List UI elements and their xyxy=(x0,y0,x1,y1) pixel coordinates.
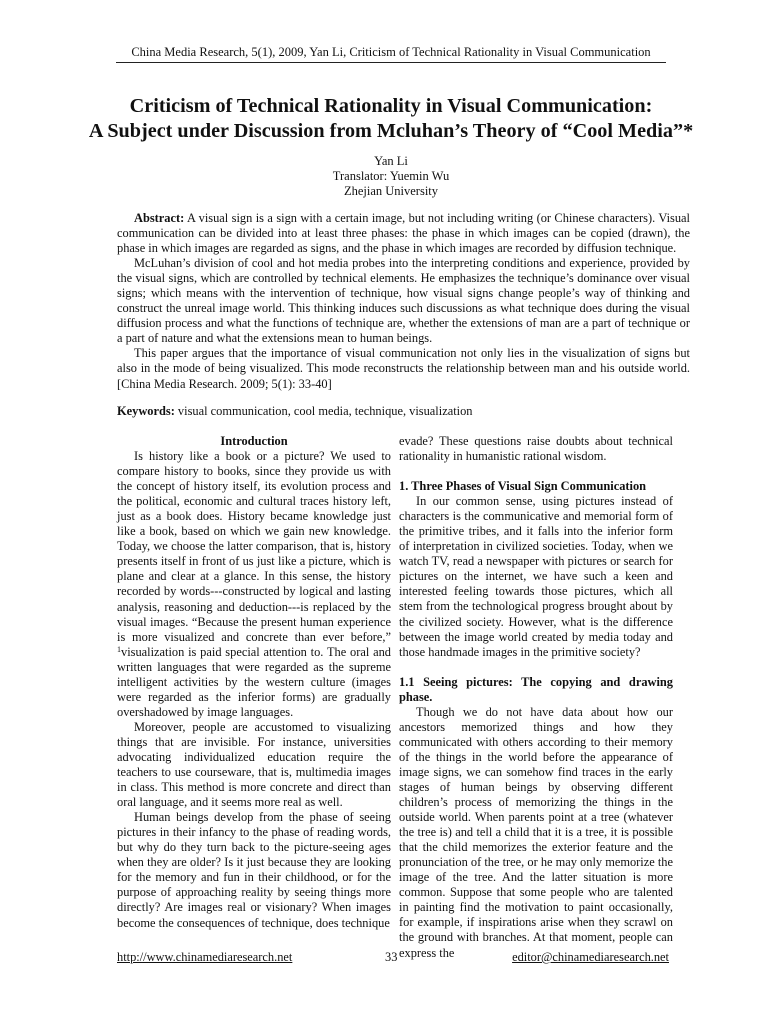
abstract-text-1: A visual sign is a sign with a certain image, but not including writing (or Chinese characters). Visual communication can be divided into at least three phases: the phase in which images can be copied (drawn), the phase in which images are regarded as signs, and the phase in which images are recorded by diffusion technique. xyxy=(117,211,690,256)
keywords-label: Keywords: xyxy=(117,404,175,418)
spacer xyxy=(399,660,673,675)
author-block xyxy=(0,154,782,200)
translator-name: Translator: Yuemin Wu xyxy=(332,169,450,184)
keywords-text: visual communication, cool media, technique, visualization xyxy=(174,404,473,418)
footnote-marker: 1 xyxy=(117,644,121,654)
spacer xyxy=(399,464,673,479)
footer-email-link[interactable]: editor@chinamediaresearch.net xyxy=(512,950,669,964)
page-number: 33 xyxy=(385,950,398,964)
section-1-paragraph: In our common sense, using pictures instead of characters is the communicative and memorial form of the primitive tribes, and it falls into the inferior form of interpretation in civilized societies. Today, when we watch TV, read a newspaper with pictures or search for pictures on the internet, we have such a keen and interested feeling towards those pictures, which all stem from the technological progress brought about by the civilized society. However, what is the difference between the image world created by media today and those handmade images in the primitive society? xyxy=(399,494,673,659)
abstract-paragraph-3: This paper argues that the importance of visual communication not only lies in the visualization of signs but also in the mode of being visualized. This mode reconstructs the relationship between man and his outside world. [China Media Research. 2009; 5(1): 33-40] xyxy=(117,346,690,391)
section-heading-1: 1. Three Phases of Visual Sign Communication xyxy=(399,479,647,494)
left-column xyxy=(117,434,391,931)
abstract-paragraph-2: McLuhan’s division of cool and hot media probes into the interpreting conditions and experience, provided by the visual signs, which are controlled by technical elements. He emphasizes the technique’s dominance over visual signs; which means with the intervention of technique, how visual signs change people’s way of thinking and construct the unreal image world. This thinking induces such discussions as what technique does during the visual diffusion process and what the functions of technique are, whether the extensions of man are a part of technique or a part of nature and what the extensions mean to human beings. xyxy=(117,256,690,346)
keywords xyxy=(117,404,690,419)
affiliation: Zhejian University xyxy=(343,184,439,199)
intro-paragraph-2: Moreover, people are accustomed to visualizing things that are invisible. For instance, universities advocating individualized education require the teachers to use courseware, that is, multimedia images in class. This method is more concrete and direct than oral language, and it seems more real as well. xyxy=(117,719,391,810)
section-1-1-paragraph: Though we do not have data about how our ancestors memorized things and how they communicated with others according to their memory of the things in the world before the appearance of image signs, we can somehow find traces in the early stages of human beings by observing different children’s process of memorizing the things in the outside world. When parents point at a tree (whatever the tree is) and tell a child that it is a tree, it is possible that the child memorizes the exterior feature and the pronunciation of the tree, or he may only memorize the image of the tree. And the latter situation is more common. Suppose that some people who are talented in painting find the motivation to paint occasionally, for example, if inspirations arise when they scrawl on the ground with branches. At that moment, people can express the xyxy=(399,704,673,960)
section-heading-introduction: Introduction xyxy=(220,434,288,448)
running-head: China Media Research, 5(1), 2009, Yan Li, Criticism of Technical Rationality in Visual Communication xyxy=(131,45,651,59)
abstract xyxy=(117,211,690,392)
article-title xyxy=(40,94,742,143)
right-column xyxy=(399,434,673,961)
intro-paragraph-3: Human beings develop from the phase of seeing pictures in their infancy to the phase of reading words, but why do they turn back to the picture-seeing ages when they are older? Is it just because they are looking for the memory and fun in their childhood, or for the purpose of approaching reality by seeing things more directly? Are images real or visionary? When images become the consequences of technique, does technique xyxy=(117,810,391,930)
intro-paragraph-1 xyxy=(117,449,391,720)
continued-paragraph: evade? These questions raise doubts about technical rationality in humanistic rational wisdom. xyxy=(399,434,673,464)
intro-paragraph-1-text-a: Is history like a book or a picture? We used to compare history to books, since they provide us with the concept of history itself, its evolution process and the political, economic and cultural traces history left, just as a book does. History became knowledge just like a book, based on which we gain new knowledge. Today, we choose the latter comparison, that is, history presents itself in front of us just like a picture, which is plane and clear at a glance. In this sense, the history recorded by words---constructed by logical and lasting analysis, reasoning and deduction---is replaced by the visual images. “Because the present human experience is more visualized and concrete than ever before,” xyxy=(117,449,391,644)
header-rule xyxy=(116,62,666,63)
abstract-label: Abstract: xyxy=(134,211,185,225)
title-line-2: A Subject under Discussion from Mcluhan’s Theory of “Cool Media”* xyxy=(88,119,694,142)
title-line-1: Criticism of Technical Rationality in Visual Communication: xyxy=(129,95,653,117)
abstract-paragraph-1 xyxy=(117,211,690,256)
footer-website-link[interactable]: http://www.chinamediaresearch.net xyxy=(117,950,293,964)
intro-paragraph-1-text-b: visualization is paid special attention to. The oral and written languages that were regarded as the supreme intelligent activities by the western culture (images were regarded as the inferior forms) are gradually overshadowed by image languages. xyxy=(117,644,391,719)
section-heading-1-1: 1.1 Seeing pictures: The copying and drawing phase. xyxy=(399,674,673,704)
author-name: Yan Li xyxy=(374,154,408,168)
